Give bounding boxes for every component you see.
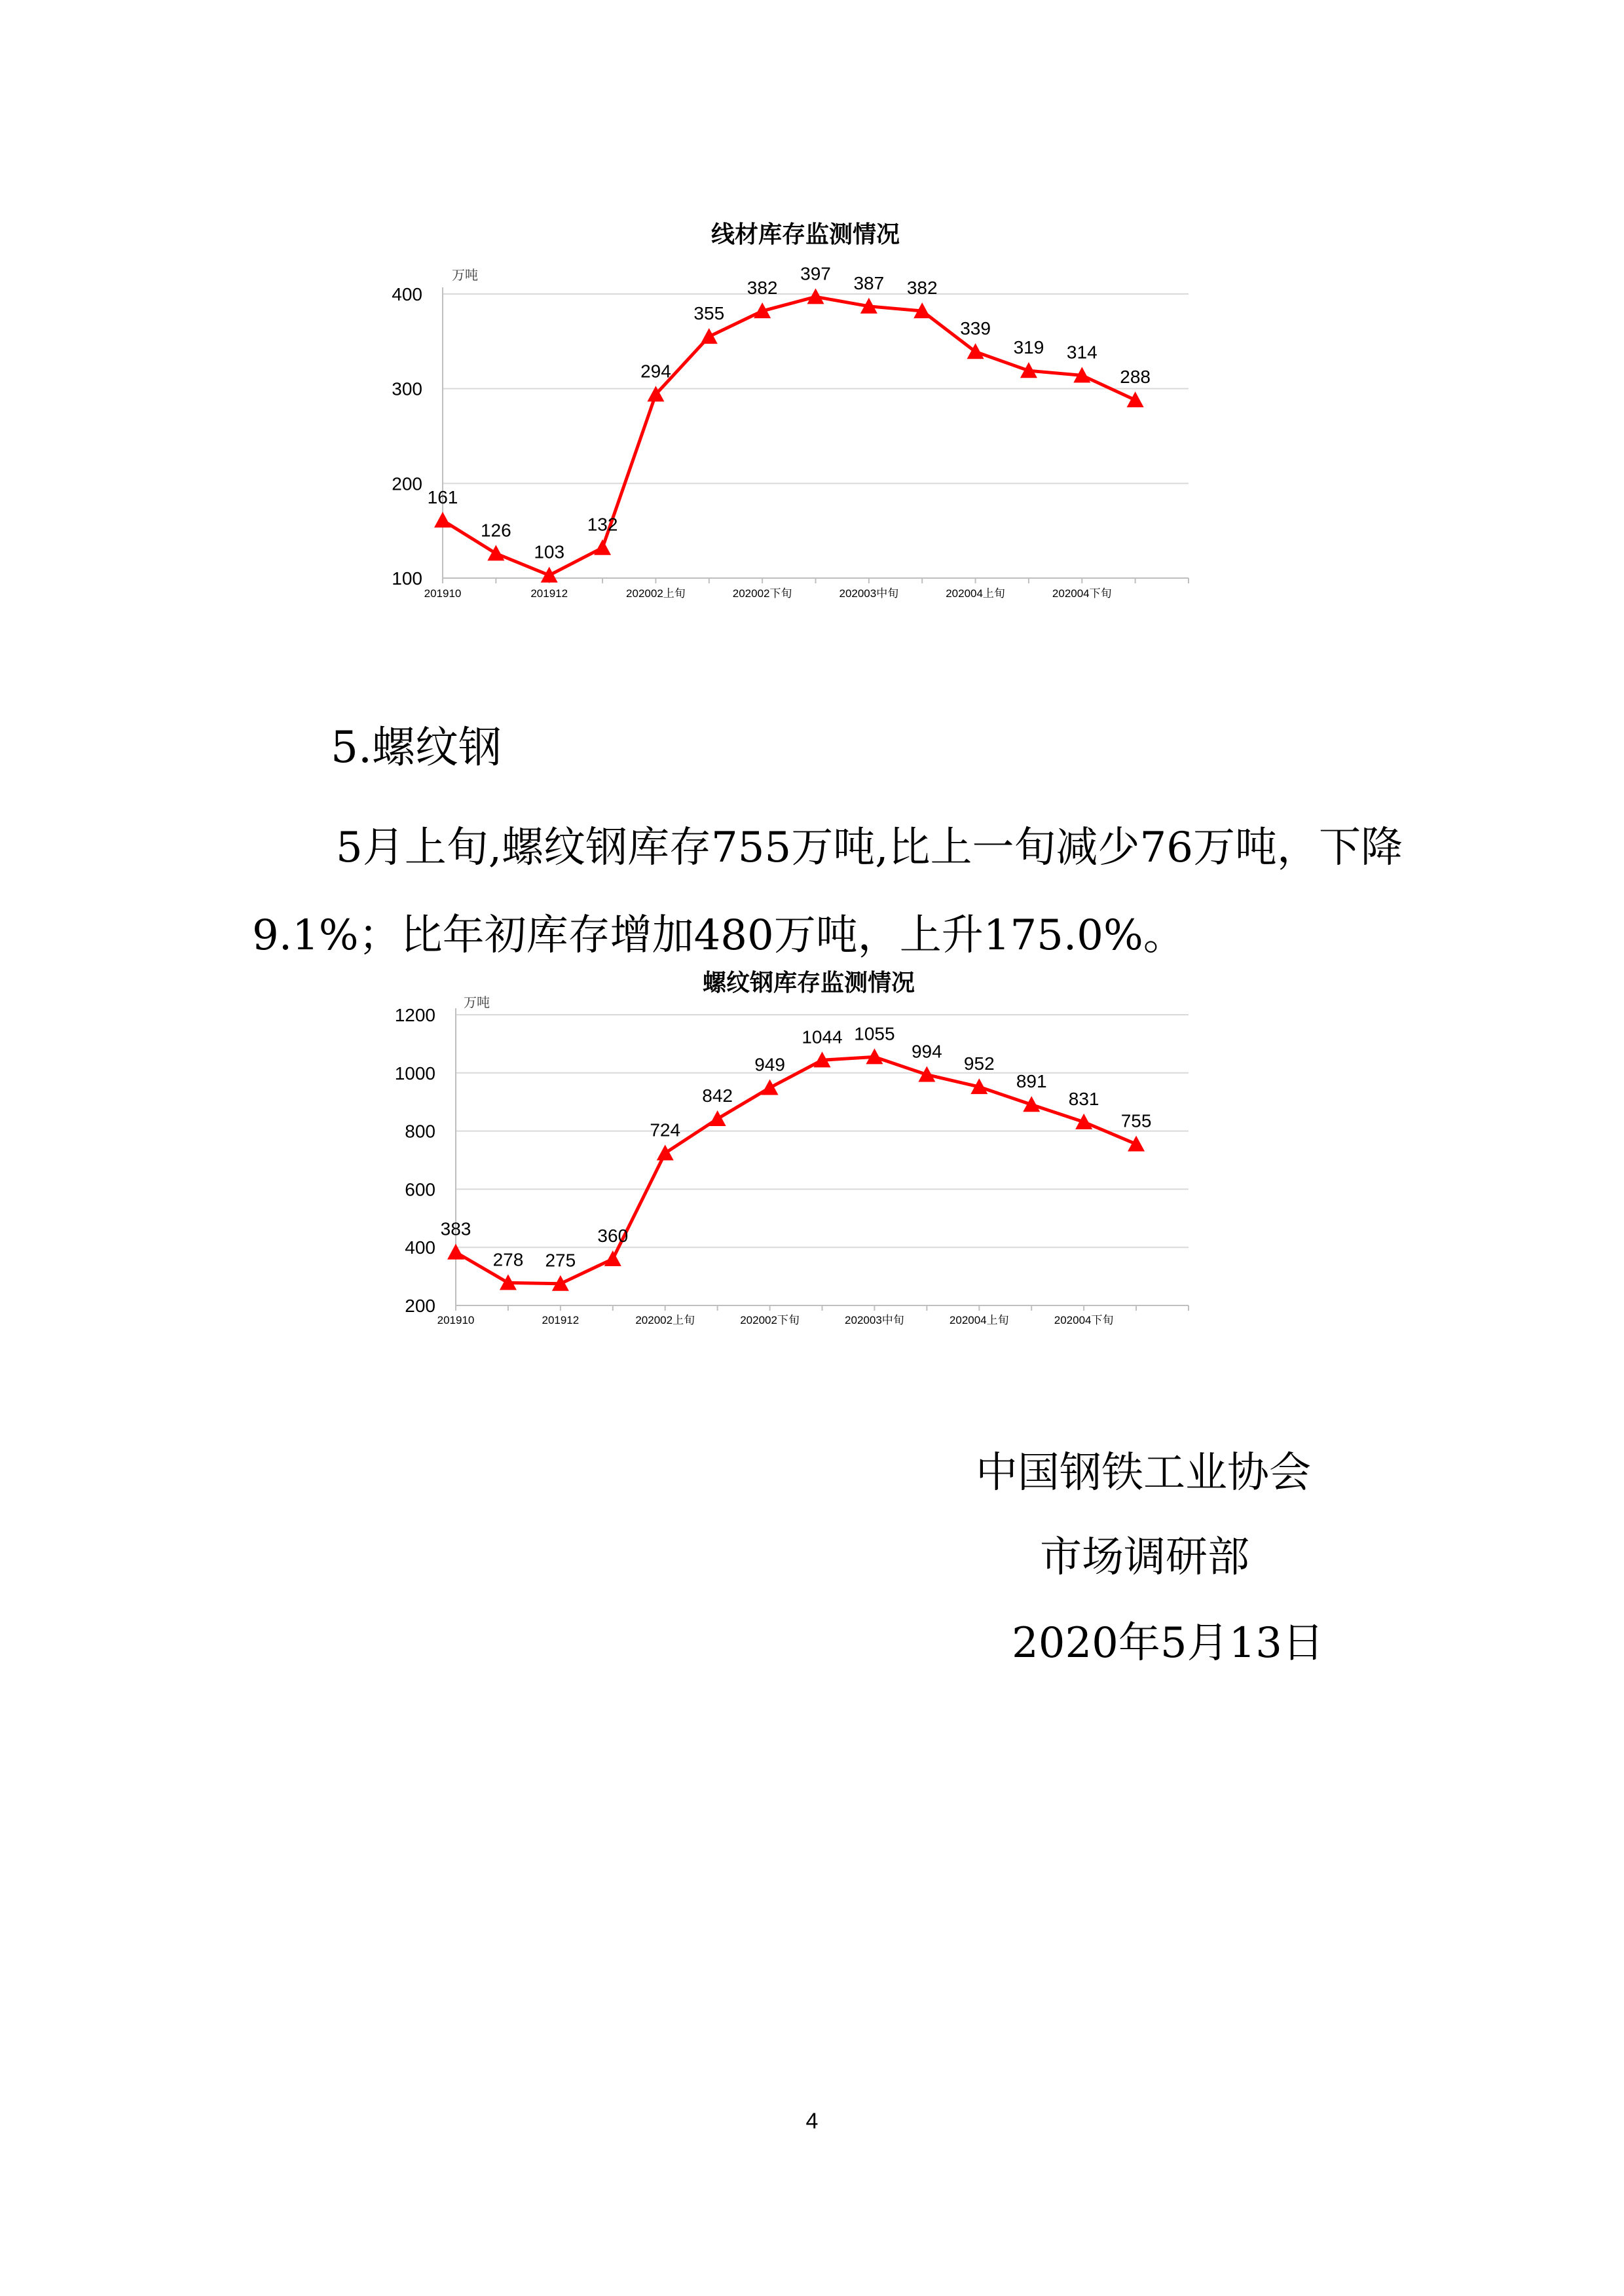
data-point-marker (701, 328, 718, 344)
y-tick-label: 600 (405, 1179, 435, 1200)
data-label: 339 (960, 318, 991, 339)
data-label: 278 (492, 1249, 524, 1270)
data-label: 319 (1013, 337, 1044, 358)
y-tick-label: 100 (392, 568, 422, 589)
page-number: 4 (805, 2109, 819, 2134)
x-tick-label: 202004上旬 (946, 587, 1005, 600)
x-tick-label: 202002上旬 (635, 1314, 695, 1326)
x-tick-label: 201910 (424, 587, 462, 600)
x-tick-label: 202003中旬 (839, 587, 899, 600)
data-label: 1044 (802, 1027, 843, 1048)
y-tick-label: 400 (392, 284, 422, 304)
data-label: 294 (640, 361, 671, 382)
data-label: 355 (693, 303, 725, 324)
data-label: 126 (480, 520, 511, 541)
data-label: 288 (1120, 367, 1151, 388)
data-label: 275 (545, 1250, 576, 1271)
chart-title: 线材库存监测情况 (710, 221, 900, 247)
signature-dept: 市场调研部 (1040, 1533, 1249, 1582)
chart-title: 螺纹钢库存监测情况 (702, 969, 915, 996)
wire-rod-inventory-chart (392, 221, 1189, 600)
data-label: 360 (597, 1225, 629, 1246)
y-axis-unit: 万吨 (464, 996, 490, 1010)
section-paragraph: 5月上旬,螺纹钢库存755万吨,比上一旬减少76万吨，下降9.1%；比年初库存增加480万吨，上升175.0%。 (252, 824, 1403, 960)
signature-org: 中国钢铁工业协会 (976, 1449, 1311, 1497)
x-tick-label: 202003中旬 (845, 1314, 904, 1326)
data-point-marker (1127, 392, 1144, 407)
data-point-marker (657, 1144, 674, 1160)
data-label: 132 (587, 514, 618, 535)
data-point-marker (1128, 1136, 1145, 1152)
y-axis-unit: 万吨 (452, 268, 478, 283)
x-tick-label: 202004下旬 (1052, 587, 1112, 600)
data-label: 314 (1066, 342, 1098, 363)
data-label: 161 (427, 486, 458, 507)
section-heading: 5.螺纹钢 (331, 722, 502, 773)
data-label: 382 (906, 278, 938, 299)
data-label: 842 (702, 1085, 733, 1106)
data-label: 755 (1120, 1110, 1152, 1131)
data-label: 952 (963, 1053, 995, 1074)
data-label: 383 (440, 1218, 471, 1239)
data-label: 949 (754, 1054, 785, 1075)
data-point-marker (604, 1250, 621, 1266)
data-point-marker (487, 545, 504, 560)
data-label: 724 (650, 1120, 681, 1140)
data-label: 831 (1068, 1088, 1099, 1109)
data-label: 891 (1016, 1071, 1047, 1092)
data-label: 103 (534, 541, 565, 562)
y-tick-label: 1200 (394, 1005, 435, 1025)
x-tick-label: 201912 (530, 587, 568, 600)
data-point-marker (594, 539, 611, 555)
data-label: 1055 (854, 1023, 895, 1044)
x-tick-label: 202002下旬 (732, 587, 792, 600)
data-point-marker (709, 1110, 726, 1126)
data-label: 382 (747, 278, 778, 299)
data-point-marker (807, 288, 824, 304)
y-tick-label: 800 (405, 1121, 435, 1142)
y-tick-label: 200 (392, 473, 422, 494)
x-tick-label: 201912 (542, 1314, 580, 1326)
data-point-marker (762, 1079, 779, 1095)
data-point-marker (434, 512, 451, 528)
y-tick-label: 200 (405, 1296, 435, 1316)
y-tick-label: 400 (405, 1237, 435, 1258)
data-label: 397 (800, 263, 831, 284)
x-tick-label: 202002上旬 (626, 587, 686, 600)
rebar-inventory-chart (395, 969, 1189, 1326)
data-label: 994 (911, 1041, 942, 1062)
x-tick-label: 202002下旬 (740, 1314, 800, 1326)
signature-date: 2020年5月13日 (1012, 1619, 1325, 1667)
x-tick-label: 202004上旬 (949, 1314, 1009, 1326)
x-tick-label: 202004下旬 (1054, 1314, 1114, 1326)
data-point-marker (541, 567, 558, 583)
y-tick-label: 300 (392, 378, 422, 399)
y-tick-label: 1000 (394, 1063, 435, 1084)
data-point-marker (447, 1244, 464, 1260)
x-tick-label: 201910 (437, 1314, 475, 1326)
data-label: 387 (853, 272, 885, 293)
